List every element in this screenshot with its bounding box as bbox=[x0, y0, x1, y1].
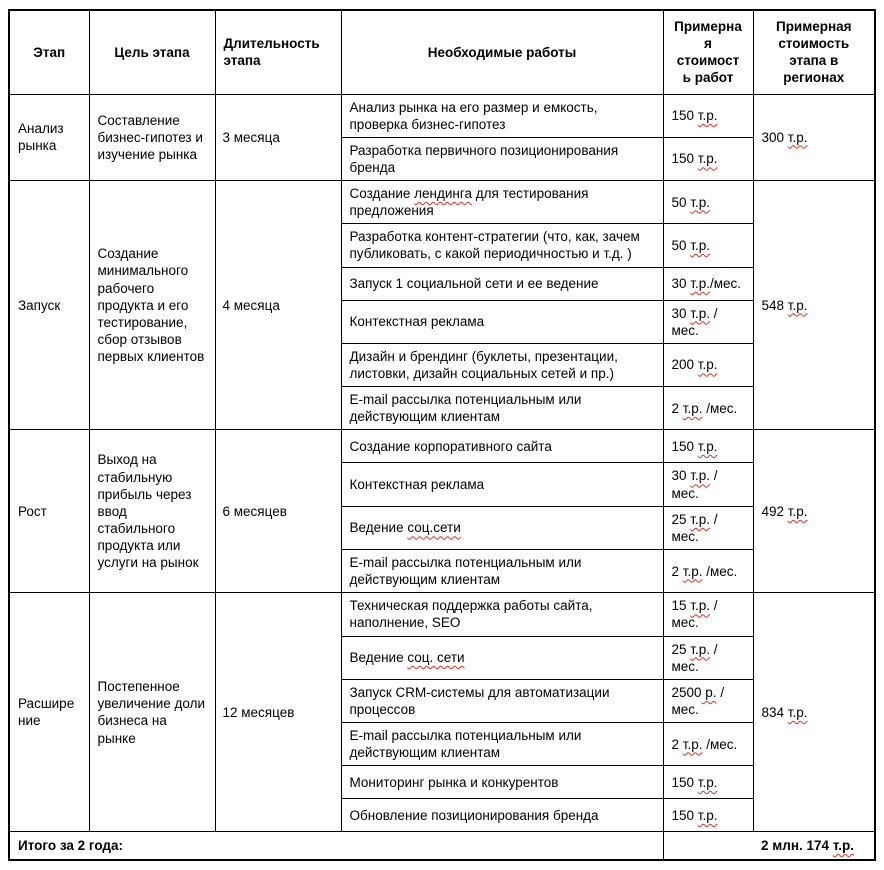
work-label-cell: E-mail рассылка потенциальным или действующим клиентам bbox=[341, 387, 663, 430]
work-cost-cell: 150 т.р. bbox=[663, 799, 753, 832]
work-label-cell: Контекстная реклама bbox=[341, 463, 663, 506]
spellcheck-mark: т.р. bbox=[690, 598, 710, 614]
header-row bbox=[9, 10, 875, 94]
work-label-cell: E-mail рассылка потенциальным или действующим клиентам bbox=[341, 550, 663, 593]
table-footer bbox=[9, 832, 875, 860]
spellcheck-mark: р. bbox=[701, 684, 717, 700]
work-label-cell: Мониторинг рынка и конкурентов bbox=[341, 766, 663, 799]
header-cell-goal: Цель этапа bbox=[89, 10, 215, 94]
spellcheck-mark: т.р. bbox=[697, 151, 718, 167]
spellcheck-mark: т.р. bbox=[690, 511, 710, 527]
work-cost-cell: 30 т.р. /мес. bbox=[663, 463, 753, 506]
header-cell-stage: Этап bbox=[9, 10, 89, 94]
footer-row bbox=[9, 832, 875, 860]
spellcheck-mark: т.р. bbox=[697, 438, 718, 454]
stage-duration-cell: 6 месяцев bbox=[215, 430, 341, 593]
table-row bbox=[9, 430, 875, 463]
spellcheck-mark: т.р. bbox=[787, 297, 808, 313]
stage-name-cell: Рост bbox=[9, 430, 89, 593]
work-label-cell: Ведение соц. сети bbox=[341, 636, 663, 679]
spellcheck-mark: т.р. bbox=[690, 305, 710, 321]
stage-goal-cell: Создание минимального рабочего продукта и его тестирование, сбор отзывов первых клиентов bbox=[89, 181, 215, 430]
stage-region-total-cell: 834 т.р. bbox=[753, 593, 875, 832]
stage-name-cell: Анализ рынка bbox=[9, 94, 89, 181]
spellcheck-mark: т.р. bbox=[690, 194, 710, 210]
stage-goal-cell: Постепенное увеличение доли бизнеса на рынке bbox=[89, 593, 215, 832]
spellcheck-mark: соц. сети bbox=[407, 650, 465, 666]
work-cost-cell: 50 т.р. bbox=[663, 181, 753, 224]
stage-duration-cell: 12 месяцев bbox=[215, 593, 341, 832]
header-cell-works: Необходимые работы bbox=[341, 10, 663, 94]
spellcheck-mark: т.р. bbox=[690, 237, 710, 253]
business-plan-table bbox=[8, 9, 876, 861]
work-label-cell: Разработка первичного позиционирования бренда bbox=[341, 137, 663, 180]
work-cost-cell: 2500 р. /мес. bbox=[663, 679, 753, 722]
work-cost-cell: 2 т.р. /мес. bbox=[663, 550, 753, 593]
spellcheck-mark: т.р. bbox=[690, 641, 710, 657]
stage-duration-cell: 4 месяца bbox=[215, 181, 341, 430]
work-label-cell: Ведение соц.сети bbox=[341, 506, 663, 549]
spellcheck-mark: т.р. bbox=[697, 774, 718, 790]
spellcheck-mark: т.р. bbox=[787, 129, 808, 145]
spellcheck-mark: т.р. bbox=[697, 108, 718, 124]
work-label-cell: Обновление позиционирования бренда bbox=[341, 799, 663, 832]
stage-goal-cell: Составление бизнес-гипотез и изучение рынка bbox=[89, 94, 215, 181]
spellcheck-mark: т.р. bbox=[697, 357, 718, 373]
work-label-cell: Контекстная реклама bbox=[341, 300, 663, 343]
header-cell-duration: Длительность этапа bbox=[215, 10, 341, 94]
table-header bbox=[9, 10, 875, 94]
work-cost-cell: 2 т.р. /мес. bbox=[663, 723, 753, 766]
spellcheck-mark: т.р. bbox=[690, 276, 710, 292]
header-cell-cost: Примерная стоимость работ bbox=[663, 10, 753, 94]
work-cost-cell: 200 т.р. bbox=[663, 343, 753, 386]
work-label-cell: Создание корпоративного сайта bbox=[341, 430, 663, 463]
work-label-cell: Дизайн и брендинг (буклеты, презентации, листовки, дизайн социальных сетей и пр.) bbox=[341, 343, 663, 386]
spellcheck-mark: соц.сети bbox=[407, 520, 461, 536]
stage-region-total-cell: 548 т.р. bbox=[753, 181, 875, 430]
grand-total-value: 2 млн. 174 т.р. bbox=[663, 832, 875, 860]
work-cost-cell: 30 т.р. /мес. bbox=[663, 300, 753, 343]
spellcheck-mark: т.р. bbox=[787, 704, 808, 720]
work-label-cell: Запуск CRM-системы для автоматизации процессов bbox=[341, 679, 663, 722]
stage-goal-cell: Выход на стабильную прибыль через ввод стабильного продукта или услуги на рынок bbox=[89, 430, 215, 593]
stage-name-cell: Запуск bbox=[9, 181, 89, 430]
spellcheck-mark: лендинга bbox=[414, 186, 472, 202]
work-cost-cell: 25 т.р. /мес. bbox=[663, 636, 753, 679]
table-body bbox=[9, 94, 875, 832]
spellcheck-mark: т.р. bbox=[697, 807, 718, 823]
grand-total-label: Итого за 2 года: bbox=[9, 832, 663, 860]
work-label-cell: Запуск 1 социальной сети и ее ведение bbox=[341, 267, 663, 300]
spellcheck-mark: т.р. bbox=[682, 400, 703, 416]
work-label-cell: Создание лендинга для тестирования предложения bbox=[341, 181, 663, 224]
work-label-cell: Разработка контент-стратегии (что, как, зачем публиковать, с какой периодичностью и т.д. ) bbox=[341, 224, 663, 267]
table-row bbox=[9, 593, 875, 636]
header-cell-region-cost: Примерная стоимость этапа в регионах bbox=[753, 10, 875, 94]
work-cost-cell: 150 т.р. bbox=[663, 137, 753, 180]
spellcheck-mark: т.р. bbox=[690, 468, 710, 484]
work-cost-cell: 15 т.р. /мес. bbox=[663, 593, 753, 636]
spellcheck-mark: т.р. bbox=[682, 563, 703, 579]
work-label-cell: E-mail рассылка потенциальным или действующим клиентам bbox=[341, 723, 663, 766]
stage-region-total-cell: 492 т.р. bbox=[753, 430, 875, 593]
stage-duration-cell: 3 месяца bbox=[215, 94, 341, 181]
work-cost-cell: 150 т.р. bbox=[663, 94, 753, 137]
work-cost-cell: 2 т.р. /мес. bbox=[663, 387, 753, 430]
spellcheck-mark: т.р. bbox=[787, 503, 808, 519]
work-cost-cell: 150 т.р. bbox=[663, 430, 753, 463]
table-row bbox=[9, 94, 875, 137]
spellcheck-mark: т.р. bbox=[682, 736, 703, 752]
work-label-cell: Техническая поддержка работы сайта, наполнение, SEO bbox=[341, 593, 663, 636]
work-cost-cell: 25 т.р. /мес. bbox=[663, 506, 753, 549]
work-label-cell: Анализ рынка на его размер и емкость, проверка бизнес-гипотез bbox=[341, 94, 663, 137]
stage-region-total-cell: 300 т.р. bbox=[753, 94, 875, 181]
work-cost-cell: 50 т.р. bbox=[663, 224, 753, 267]
work-cost-cell: 30 т.р./мес. bbox=[663, 267, 753, 300]
work-cost-cell: 150 т.р. bbox=[663, 766, 753, 799]
spellcheck-mark: т.р. bbox=[832, 838, 854, 854]
table-row bbox=[9, 181, 875, 224]
stage-name-cell: Расширение bbox=[9, 593, 89, 832]
